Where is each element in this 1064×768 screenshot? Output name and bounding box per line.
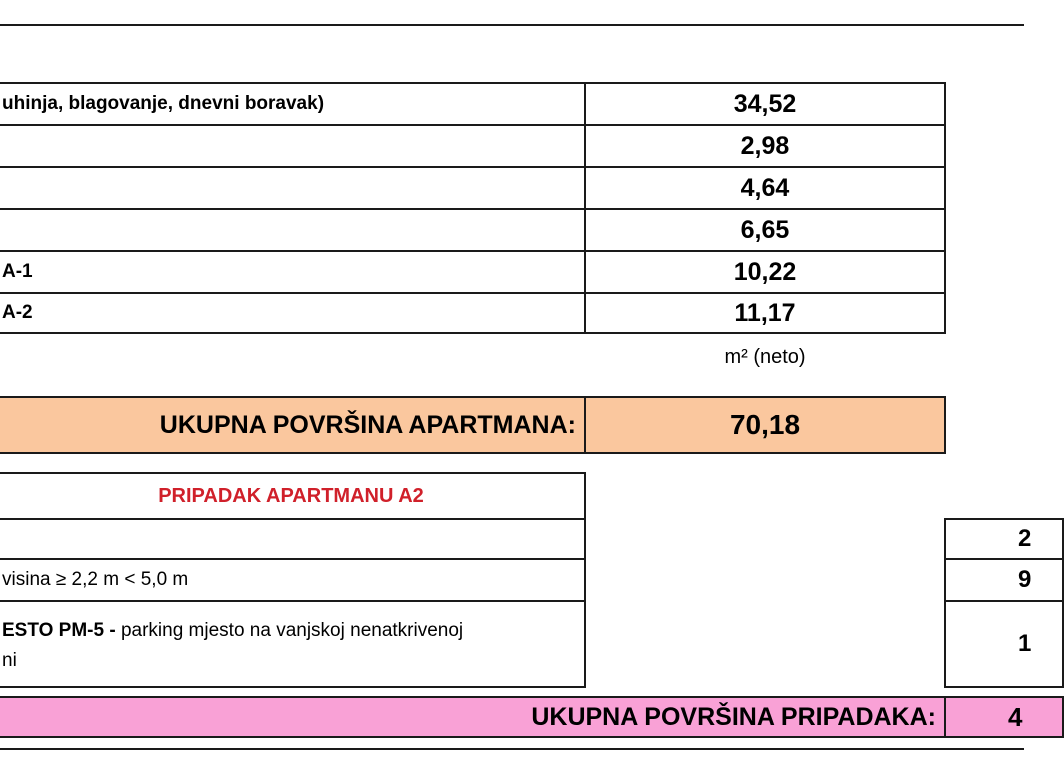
room-label-6: A-2 [0, 292, 586, 334]
appurtenance-header: PRIPADAK APARTMANU A2 [0, 472, 586, 520]
bottom-border-line [0, 748, 1024, 750]
appurtenance-value-3: 1 [944, 600, 1064, 688]
room-area-1: 34,52 [584, 82, 946, 126]
parking-label-line2: ni [2, 650, 17, 671]
total-apartment-label: UKUPNA POVRŠINA APARTMANA: [0, 396, 586, 454]
room-label-3 [0, 166, 586, 210]
room-label-1: uhinja, blagovanje, dnevni boravak) [0, 82, 586, 126]
room-area-2: 2,98 [584, 124, 946, 168]
appurtenance-value-1: 2 [944, 518, 1064, 560]
room-area-3: 4,64 [584, 166, 946, 210]
room-label-4 [0, 208, 586, 252]
appurtenance-label-3 [0, 600, 586, 688]
appurtenance-value-2: 9 [944, 558, 1064, 602]
room-area-5: 10,22 [584, 250, 946, 294]
room-label-2 [0, 124, 586, 168]
appurtenance-label-1 [0, 518, 586, 560]
total-apartment-value: 70,18 [584, 396, 946, 454]
total-appurtenance-label: UKUPNA POVRŠINA PRIPADAKA: [0, 696, 946, 738]
top-border-line [0, 24, 1024, 26]
unit-note: m² (neto) [724, 346, 806, 368]
parking-label-text: parking mjesto na vanjskoj nenatkrivenoj [120, 620, 464, 641]
room-area-4: 6,65 [584, 208, 946, 252]
appurtenance-label-2: visina ≥ 2,2 m < 5,0 m [0, 558, 586, 602]
parking-label-bold: ESTO PM-5 - [2, 620, 121, 641]
room-area-6: 11,17 [584, 292, 946, 334]
room-label-5: A-1 [0, 250, 586, 294]
total-appurtenance-value: 4 [944, 696, 1064, 738]
